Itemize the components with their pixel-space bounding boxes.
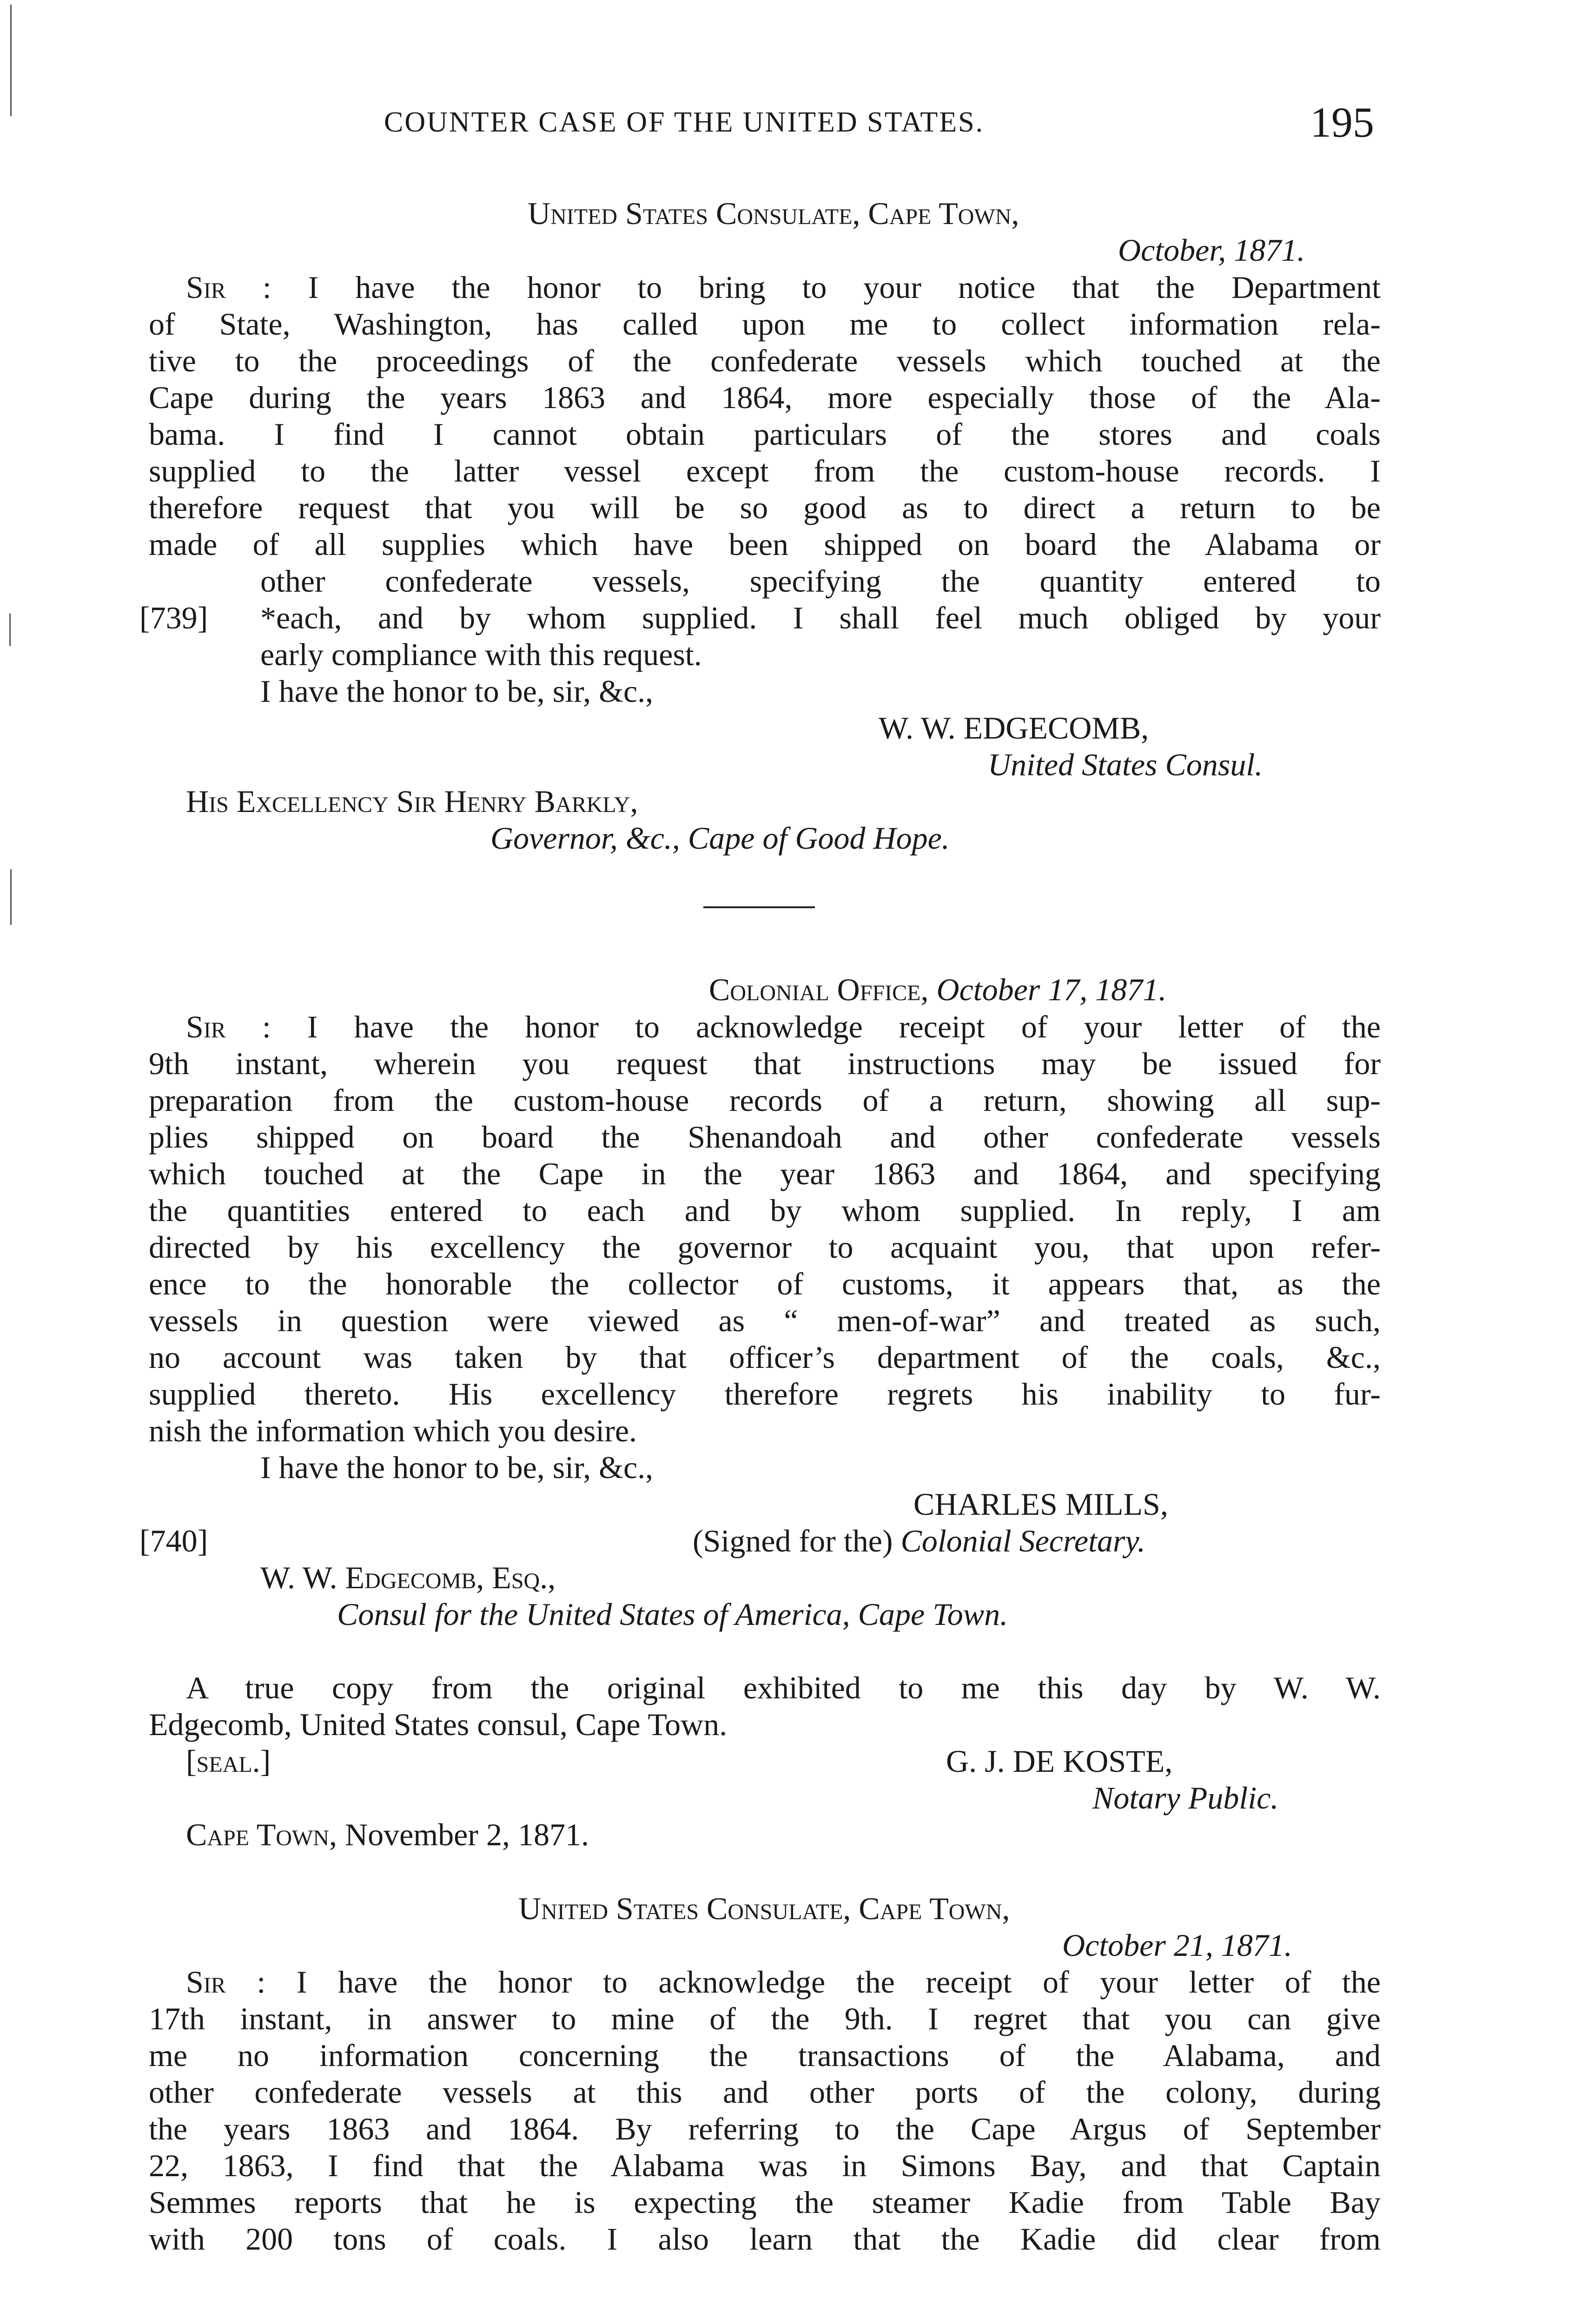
letter2-signed-for: (Signed for the) [693, 1523, 893, 1558]
letter3-salutation: Sir : [186, 1964, 266, 2000]
scan-edge-mark [10, 869, 12, 925]
letter1-body-line: other confederate vessels, specifying the quantity entered to [260, 563, 1381, 599]
letter2-body-line: which touched at the Cape in the year 1863 and 1864, and specifying [149, 1156, 1381, 1191]
letter1-body-line: *each, and by whom supplied. I shall feel much obliged by your [260, 600, 1381, 635]
letter1-body-line: early compliance with this request. [260, 637, 702, 672]
letter2-margin-ref: [740] [139, 1523, 208, 1558]
letter1-date-line: October, 1871. [1118, 232, 1305, 268]
letter2-signature-line [693, 1522, 1145, 1560]
letter2-date-line: October 17, 1871. [936, 972, 1167, 1007]
letter2-body-line: ence to the honorable the collector of customs, it appears that, as the [149, 1266, 1381, 1301]
certification-place: Cape Town, [186, 1817, 337, 1852]
letter2-signer-title: Colonial Secretary. [900, 1523, 1145, 1558]
letter2-signer-name: CHARLES MILLS, [913, 1486, 1168, 1522]
certification-dateline [186, 1816, 589, 1854]
letter1-body-line: bama. I find I cannot obtain particulars of the stores and coals [149, 416, 1381, 452]
letter1-addressee-name: His Excellency Sir Henry Barkly, [186, 784, 638, 819]
letter2-addressee-name: W. W. Edgecomb, Esq., [260, 1560, 556, 1595]
letter2-closing: I have the honor to be, sir, &c., [260, 1450, 654, 1485]
letter2-body-line: plies shipped on board the Shenandoah and other confederate vessels [149, 1119, 1381, 1155]
scan-edge-mark [10, 5, 12, 116]
certification-line: A true copy from the original exhibited to me this day by W. W. [186, 1670, 1381, 1705]
letter2-body-line: supplied thereto. His excellency therefore regrets his inability to fur- [149, 1376, 1381, 1412]
letter1-body-line: tive to the proceedings of the confederate vessels which touched at the [149, 343, 1381, 378]
letter3-body-line: Sir : I have the honor to acknowledge the receipt of your letter of the [186, 1964, 1381, 2000]
letter1-body-line: of State, Washington, has called upon me to collect information rela- [149, 306, 1381, 342]
letter1-signer-name: W. W. EDGECOMB, [879, 710, 1149, 746]
letter2-addressee-title: Consul for the United States of America, Cape Town. [337, 1597, 1008, 1632]
letter3-place-line: United States Consulate, Cape Town, [518, 1891, 1010, 1926]
certification-date: November 2, 1871. [344, 1817, 589, 1852]
page-number: 195 [1310, 99, 1374, 146]
letter3-body-line: the years 1863 and 1864. By referring to the Cape Argus of September [149, 2111, 1381, 2146]
letter1-closing: I have the honor to be, sir, &c., [260, 673, 654, 709]
running-title: COUNTER CASE OF THE UNITED STATES. [384, 106, 985, 138]
letter2-body-line: no account was taken by that officer’s department of the coals, &c., [149, 1340, 1381, 1375]
letter2-body-line: preparation from the custom-house records of a return, showing all sup- [149, 1083, 1381, 1118]
letter3-date-line: October 21, 1871. [1062, 1928, 1292, 1963]
letter1-addressee-title: Governor, &c., Cape of Good Hope. [490, 820, 950, 856]
certification-line: Edgecomb, United States consul, Cape Town. [149, 1707, 728, 1742]
letter1-body-line: Cape during the years 1863 and 1864, more especially those of the Ala- [149, 380, 1381, 415]
letter1-salutation: Sir : [186, 270, 271, 305]
letter1-signer-title: United States Consul. [988, 747, 1263, 782]
letter1-body-line: Sir : I have the honor to bring to your notice that the Department [186, 270, 1381, 305]
letter1-body-line: made of all supplies which have been shipped on board the Alabama or [149, 527, 1381, 562]
letter3-body-line: 17th instant, in answer to mine of the 9th. I regret that you can give [149, 2001, 1381, 2036]
section-divider [703, 906, 815, 908]
letter3-body-line: me no information concerning the transactions of the Alabama, and [149, 2038, 1381, 2073]
letter1-body-line: supplied to the latter vessel except from the custom-house records. I [149, 453, 1381, 489]
letter2-body-line: the quantities entered to each and by whom supplied. In reply, I am [149, 1193, 1381, 1228]
letter2-heading [709, 971, 1166, 1009]
letter1-place-line: United States Consulate, Cape Town, [528, 196, 1019, 231]
letter2-body-line: 9th instant, wherein you request that instructions may be issued for [149, 1046, 1381, 1081]
scan-edge-mark [9, 614, 11, 646]
letter3-body-line: Semmes reports that he is expecting the steamer Kadie from Table Bay [149, 2185, 1381, 2220]
notary-title: Notary Public. [1092, 1780, 1279, 1816]
letter2-body-line: nish the information which you desire. [149, 1413, 637, 1448]
seal-mark: [seal.] [186, 1743, 271, 1779]
letter3-body-line: other confederate vessels at this and other ports of the colony, during [149, 2074, 1381, 2110]
letter3-body-line: with 200 tons of coals. I also learn that the Kadie did clear from [149, 2221, 1381, 2257]
letter3-body-line: 22, 1863, I find that the Alabama was in Simons Bay, and that Captain [149, 2148, 1381, 2183]
letter2-body-line: vessels in question were viewed as “ men-of-war” and treated as such, [149, 1303, 1381, 1338]
letter2-place-line: Colonial Office, [709, 972, 929, 1007]
letter2-body-line: directed by his excellency the governor to acquaint you, that upon refer- [149, 1229, 1381, 1265]
notary-name: G. J. DE KOSTE, [946, 1743, 1173, 1779]
letter2-salutation: Sir : [186, 1009, 271, 1044]
letter1-body-line: therefore request that you will be so good as to direct a return to be [149, 490, 1381, 525]
letter2-body-line: Sir : I have the honor to acknowledge receipt of your letter of the [186, 1009, 1381, 1044]
letter1-margin-ref: [739] [139, 600, 208, 635]
